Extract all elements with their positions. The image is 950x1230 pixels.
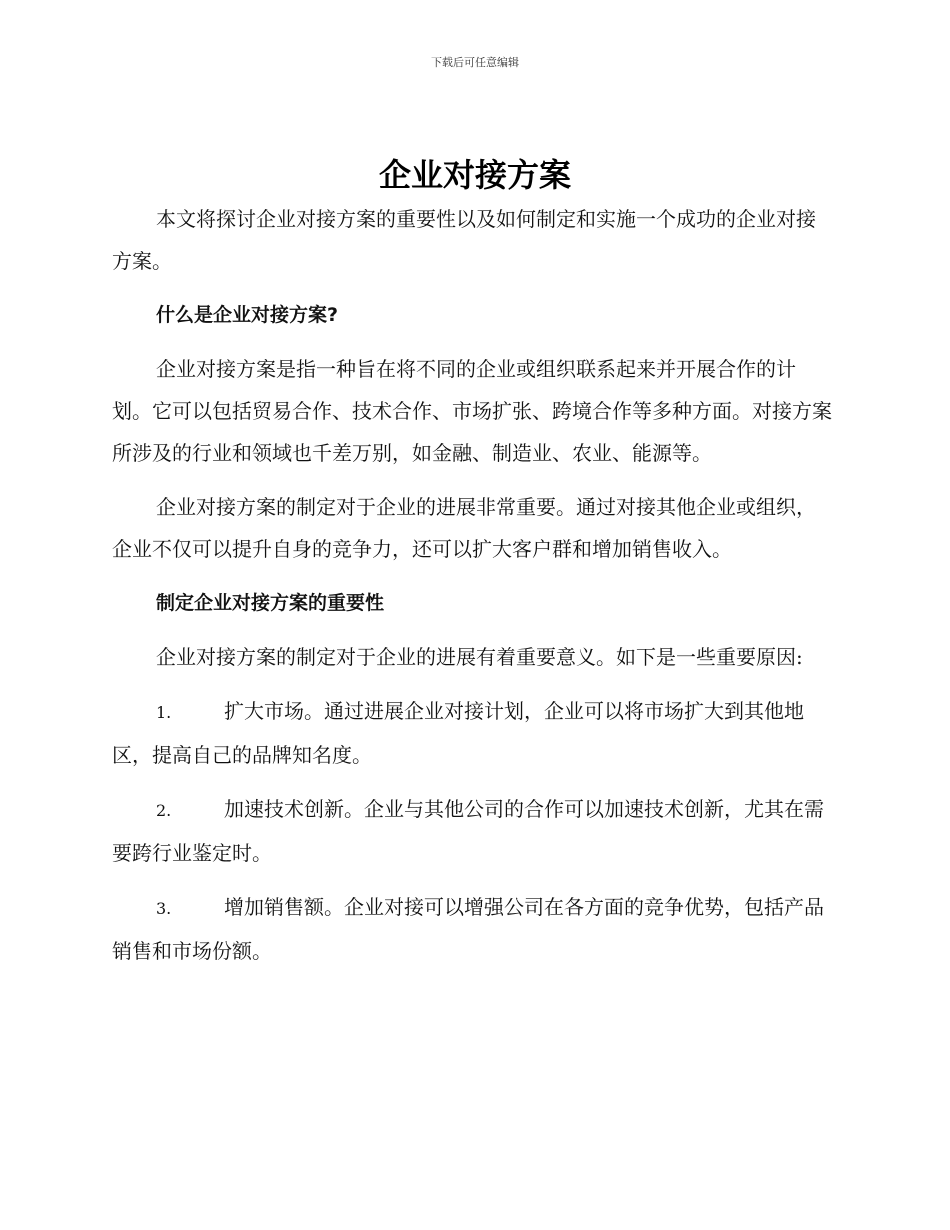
list-item-number: 2. bbox=[156, 801, 172, 820]
intro-paragraph: 本文将探讨企业对接方案的重要性以及如何制定和实施一个成功的企业对接方案。 bbox=[112, 207, 816, 273]
page-header-note: 下载后可任意编辑 bbox=[431, 56, 519, 69]
list-item bbox=[112, 886, 834, 972]
document-title: 企业对接方案 bbox=[378, 156, 571, 194]
list-item-number: 3. bbox=[156, 899, 172, 918]
section2-paragraph-1: 企业对接方案的制定对于企业的进展有着重要意义。如下是一些重要原因: bbox=[156, 645, 803, 669]
section-heading-importance: 制定企业对接方案的重要性 bbox=[156, 592, 385, 614]
list-item-text: 加速技术创新。企业与其他公司的合作可以加速技术创新，尤其在需要跨行业鉴定时。 bbox=[112, 797, 824, 865]
list-item bbox=[112, 690, 834, 776]
list-item bbox=[112, 788, 834, 874]
section1-paragraph-2: 企业对接方案的制定对于企业的进展非常重要。通过对接其他企业或组织，企业不仅可以提升自身的竞争力，还可以扩大客户群和增加销售收入。 bbox=[112, 495, 816, 561]
section-heading-what-is: 什么是企业对接方案? bbox=[156, 304, 339, 326]
list-item-number: 1. bbox=[156, 703, 172, 722]
list-item-text: 增加销售额。企业对接可以增强公司在各方面的竞争优势，包括产品销售和市场份额。 bbox=[112, 895, 824, 963]
list-item-text: 扩大市场。通过进展企业对接计划，企业可以将市场扩大到其他地区，提高自己的品牌知名度。 bbox=[112, 699, 804, 767]
section1-paragraph-1: 企业对接方案是指一种旨在将不同的企业或组织联系起来并开展合作的计划。它可以包括贸易合作、技术合作、市场扩张、跨境合作等多种方面。对接方案所涉及的行业和领域也千差万别，如金融、制造业、农业、能源等。 bbox=[112, 357, 832, 465]
document-body bbox=[112, 198, 834, 984]
